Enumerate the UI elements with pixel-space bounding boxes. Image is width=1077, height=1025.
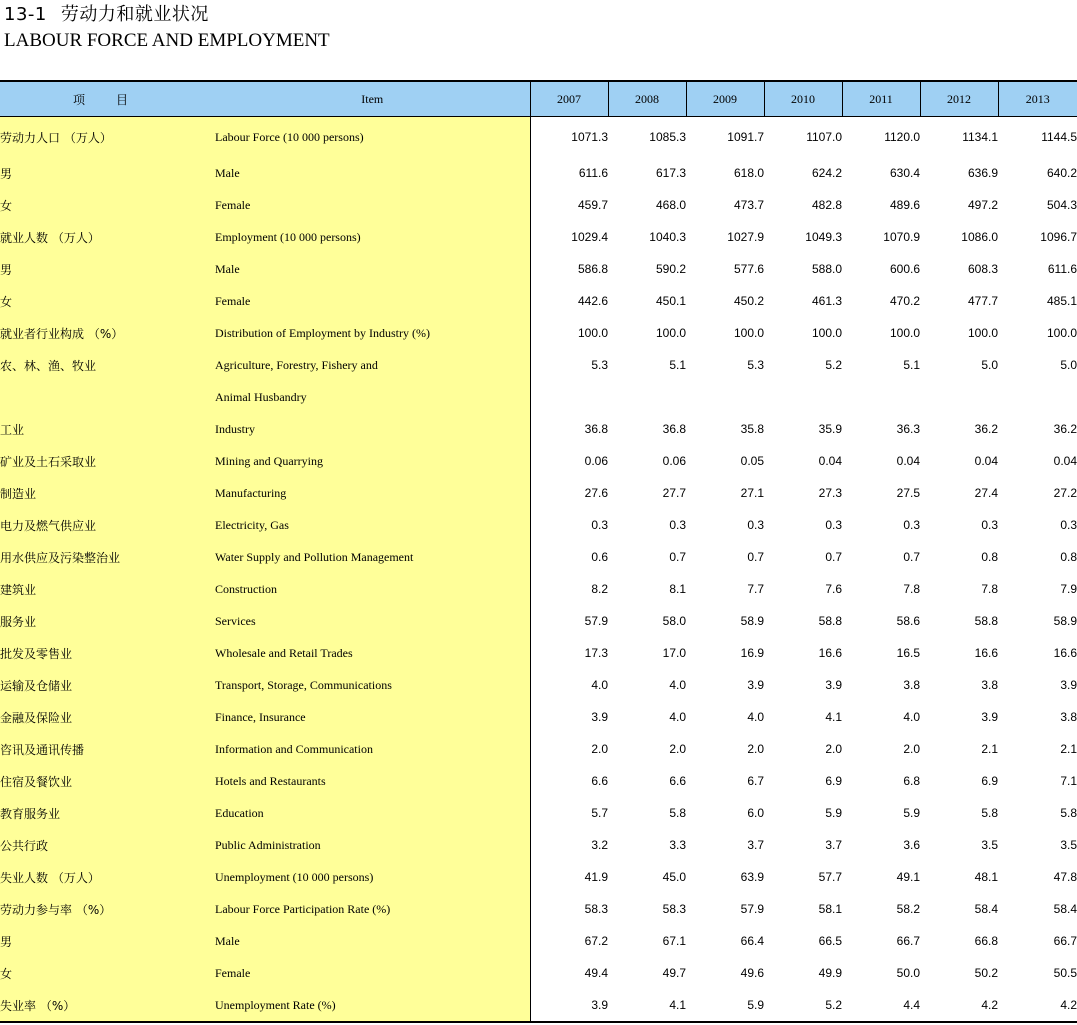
row-label-chinese: 用水供应及污染整治业: [0, 541, 215, 573]
value-cell-2011: 630.4: [889, 166, 920, 180]
row-label-english: Hotels and Restaurants: [215, 765, 530, 797]
value-cell-2008: 1085.3: [649, 130, 686, 144]
table-row: [0, 349, 1077, 381]
value-cell-2013: 47.8: [1053, 870, 1077, 884]
row-label-chinese: 男: [0, 925, 215, 957]
value-cell-2012: 36.2: [974, 422, 998, 436]
table-row: [0, 925, 1077, 957]
value-cell-2007: 3.9: [591, 998, 608, 1012]
row-label-english: Water Supply and Pollution Management: [215, 541, 530, 573]
row-label-english: Electricity, Gas: [215, 509, 530, 541]
value-cell-2008: 5.1: [669, 358, 686, 372]
value-cell-2009: 35.8: [740, 422, 764, 436]
value-cell-2008: 2.0: [669, 742, 686, 756]
value-cell-2012: [920, 381, 998, 413]
value-cell-2013: 50.5: [1053, 966, 1077, 980]
row-label-english: Finance, Insurance: [215, 701, 530, 733]
value-cell-2010: 66.5: [818, 934, 842, 948]
value-cell-2007: 36.8: [584, 422, 608, 436]
value-cell-2011: 50.0: [896, 966, 920, 980]
value-cell-2011: 470.2: [889, 294, 920, 308]
table-row: [0, 541, 1077, 573]
value-cell-2007: 1071.3: [571, 130, 608, 144]
chinese-title: 劳动力和就业状况: [60, 4, 209, 25]
row-label-english: Female: [215, 285, 530, 317]
row-label-english: Male: [215, 253, 530, 285]
value-cell-2013: 36.2: [1053, 422, 1077, 436]
value-cell-2009: 3.7: [747, 838, 764, 852]
labour-force-table: [0, 82, 1077, 1021]
value-cell-2011: 0.7: [903, 550, 920, 564]
value-cell-2009: 450.2: [733, 294, 764, 308]
header-year-2008: 2008: [608, 82, 686, 117]
value-cell-2009: 63.9: [740, 870, 764, 884]
value-cell-2012: 100.0: [967, 326, 998, 340]
value-cell-2012: 0.3: [981, 518, 998, 532]
row-label-chinese: 建筑业: [0, 573, 215, 605]
value-cell-2011: 16.5: [896, 646, 920, 660]
value-cell-2009: 57.9: [740, 902, 764, 916]
row-label-english: Wholesale and Retail Trades: [215, 637, 530, 669]
value-cell-2011: 36.3: [896, 422, 920, 436]
header-year-2012: 2012: [920, 82, 998, 117]
row-label-english: Labour Force Participation Rate (%): [215, 893, 530, 925]
value-cell-2013: 504.3: [1046, 198, 1077, 212]
value-cell-2011: 58.6: [896, 614, 920, 628]
value-cell-2010: [764, 381, 842, 413]
row-label-english: Male: [215, 157, 530, 189]
value-cell-2008: 4.0: [669, 710, 686, 724]
value-cell-2010: 482.8: [811, 198, 842, 212]
row-label-english: Unemployment Rate (%): [215, 989, 530, 1021]
table-row: [0, 605, 1077, 637]
value-cell-2007: 0.06: [584, 454, 608, 468]
value-cell-2011: 66.7: [896, 934, 920, 948]
value-cell-2009: 16.9: [740, 646, 764, 660]
row-label-english: Industry: [215, 413, 530, 445]
value-cell-2011: 100.0: [889, 326, 920, 340]
value-cell-2013: 58.9: [1053, 614, 1077, 628]
value-cell-2010: 6.9: [825, 774, 842, 788]
value-cell-2008: 4.1: [669, 998, 686, 1012]
value-cell-2013: 4.2: [1060, 998, 1077, 1012]
value-cell-2008: 17.0: [662, 646, 686, 660]
table-row: [0, 285, 1077, 317]
value-cell-2009: 0.05: [740, 454, 764, 468]
value-cell-2008: 4.0: [669, 678, 686, 692]
value-cell-2007: 3.2: [591, 838, 608, 852]
row-label-chinese: 批发及零售业: [0, 637, 215, 669]
value-cell-2008: 45.0: [662, 870, 686, 884]
value-cell-2007: 0.6: [591, 550, 608, 564]
value-cell-2009: 2.0: [747, 742, 764, 756]
value-cell-2010: 57.7: [818, 870, 842, 884]
row-label-chinese: 失业率 （%）: [0, 989, 215, 1021]
table-row: [0, 117, 1077, 158]
value-cell-2010: 1049.3: [805, 230, 842, 244]
value-cell-2013: 485.1: [1046, 294, 1077, 308]
value-cell-2010: 27.3: [818, 486, 842, 500]
value-cell-2012: 477.7: [967, 294, 998, 308]
value-cell-2013: 7.1: [1060, 774, 1077, 788]
table-row: [0, 509, 1077, 541]
value-cell-2011: 27.5: [896, 486, 920, 500]
table-row: [0, 317, 1077, 349]
value-cell-2009: 618.0: [733, 166, 764, 180]
value-cell-2010: 624.2: [811, 166, 842, 180]
value-cell-2013: 3.5: [1060, 838, 1077, 852]
value-cell-2011: 4.0: [903, 710, 920, 724]
value-cell-2012: 0.04: [974, 454, 998, 468]
value-cell-2007: 5.3: [591, 358, 608, 372]
value-cell-2011: 600.6: [889, 262, 920, 276]
value-cell-2008: 590.2: [655, 262, 686, 276]
value-cell-2009: 1091.7: [727, 130, 764, 144]
value-cell-2011: 49.1: [896, 870, 920, 884]
table-row: [0, 765, 1077, 797]
value-cell-2007: 17.3: [584, 646, 608, 660]
row-label-english: Animal Husbandry: [215, 381, 530, 413]
table-row: [0, 221, 1077, 253]
value-cell-2010: 1107.0: [806, 130, 842, 144]
value-cell-2012: 7.8: [981, 582, 998, 596]
value-cell-2007: 57.9: [584, 614, 608, 628]
row-label-chinese: 教育服务业: [0, 797, 215, 829]
table-row: [0, 253, 1077, 285]
row-label-chinese: 矿业及土石采取业: [0, 445, 215, 477]
row-label-english: Agriculture, Forestry, Fishery and: [215, 349, 530, 381]
value-cell-2012: 6.9: [981, 774, 998, 788]
value-cell-2013: 2.1: [1060, 742, 1077, 756]
row-label-english: Services: [215, 605, 530, 637]
value-cell-2008: 5.8: [669, 806, 686, 820]
value-cell-2012: 5.0: [981, 358, 998, 372]
value-cell-2009: 1027.9: [727, 230, 764, 244]
value-cell-2009: 58.9: [740, 614, 764, 628]
value-cell-2012: 5.8: [981, 806, 998, 820]
header-row: [0, 82, 1077, 117]
value-cell-2009: 27.1: [740, 486, 764, 500]
row-label-chinese: 咨讯及通讯传播: [0, 733, 215, 765]
value-cell-2011: 0.3: [903, 518, 920, 532]
row-label-english: Unemployment (10 000 persons): [215, 861, 530, 893]
table-row: [0, 573, 1077, 605]
row-label-english: Male: [215, 925, 530, 957]
value-cell-2013: 0.8: [1060, 550, 1077, 564]
value-cell-2010: 58.1: [818, 902, 842, 916]
value-cell-2012: 2.1: [981, 742, 998, 756]
header-year-2010: 2010: [764, 82, 842, 117]
value-cell-2009: 5.9: [747, 998, 764, 1012]
row-label-english: Female: [215, 957, 530, 989]
value-cell-2012: 50.2: [974, 966, 998, 980]
value-cell-2012: 58.4: [974, 902, 998, 916]
value-cell-2012: 636.9: [967, 166, 998, 180]
value-cell-2012: 4.2: [981, 998, 998, 1012]
table-row: [0, 893, 1077, 925]
table-row: [0, 445, 1077, 477]
row-label-english: Information and Communication: [215, 733, 530, 765]
header-year-2009: 2009: [686, 82, 764, 117]
value-cell-2011: 3.6: [903, 838, 920, 852]
value-cell-2010: 3.9: [825, 678, 842, 692]
table-row: [0, 477, 1077, 509]
table-number-and-chinese-title: [4, 4, 209, 26]
header-year-2013: 2013: [998, 82, 1077, 117]
value-cell-2011: 7.8: [903, 582, 920, 596]
value-cell-2007: 49.4: [584, 966, 608, 980]
table-row: [0, 957, 1077, 989]
row-label-english: Transport, Storage, Communications: [215, 669, 530, 701]
value-cell-2008: 49.7: [662, 966, 686, 980]
value-cell-2012: 608.3: [967, 262, 998, 276]
value-cell-2009: 49.6: [740, 966, 764, 980]
value-cell-2011: 1120.0: [884, 130, 920, 144]
value-cell-2011: 6.8: [903, 774, 920, 788]
value-cell-2013: [998, 381, 1077, 413]
value-cell-2013: 66.7: [1053, 934, 1077, 948]
value-cell-2010: 7.6: [825, 582, 842, 596]
value-cell-2010: 5.2: [825, 358, 842, 372]
value-cell-2009: 66.4: [740, 934, 764, 948]
table-row: [0, 413, 1077, 445]
value-cell-2009: 0.3: [747, 518, 764, 532]
value-cell-2013: 611.6: [1047, 262, 1077, 276]
row-label-english: Labour Force (10 000 persons): [215, 117, 530, 158]
value-cell-2010: 100.0: [811, 326, 842, 340]
value-cell-2011: 489.6: [889, 198, 920, 212]
value-cell-2008: 100.0: [655, 326, 686, 340]
value-cell-2013: 16.6: [1053, 646, 1077, 660]
value-cell-2012: 3.5: [981, 838, 998, 852]
row-label-chinese: 女: [0, 285, 215, 317]
row-label-english: Manufacturing: [215, 477, 530, 509]
value-cell-2007: 3.9: [591, 710, 608, 724]
value-cell-2010: 461.3: [811, 294, 842, 308]
value-cell-2009: 0.7: [747, 550, 764, 564]
value-cell-2010: 58.8: [818, 614, 842, 628]
value-cell-2012: 16.6: [974, 646, 998, 660]
row-label-chinese: 农、林、渔、牧业: [0, 349, 215, 381]
value-cell-2009: 7.7: [747, 582, 764, 596]
table-row: [0, 797, 1077, 829]
header-year-2007: 2007: [530, 82, 608, 117]
table-row: [0, 701, 1077, 733]
value-cell-2013: 5.0: [1060, 358, 1077, 372]
value-cell-2012: 1086.0: [961, 230, 998, 244]
value-cell-2010: 0.7: [825, 550, 842, 564]
value-cell-2010: 35.9: [818, 422, 842, 436]
value-cell-2008: 617.3: [655, 166, 686, 180]
value-cell-2010: 16.6: [818, 646, 842, 660]
value-cell-2009: 100.0: [733, 326, 764, 340]
value-cell-2010: 4.1: [825, 710, 842, 724]
value-cell-2013: 1144.5: [1041, 130, 1077, 144]
value-cell-2007: 6.6: [591, 774, 608, 788]
value-cell-2007: 1029.4: [571, 230, 608, 244]
value-cell-2009: 3.9: [747, 678, 764, 692]
value-cell-2008: 450.1: [655, 294, 686, 308]
row-label-chinese: 失业人数 （万人）: [0, 861, 215, 893]
value-cell-2011: 2.0: [903, 742, 920, 756]
table-row: [0, 189, 1077, 221]
value-cell-2007: 8.2: [591, 582, 608, 596]
table-body: [0, 117, 1077, 1022]
value-cell-2007: 67.2: [584, 934, 608, 948]
value-cell-2008: 58.3: [662, 902, 686, 916]
value-cell-2013: 58.4: [1053, 902, 1077, 916]
value-cell-2008: 36.8: [662, 422, 686, 436]
table-row: [0, 669, 1077, 701]
value-cell-2010: 2.0: [825, 742, 842, 756]
value-cell-2008: 58.0: [662, 614, 686, 628]
value-cell-2012: 3.8: [981, 678, 998, 692]
value-cell-2013: 0.04: [1053, 454, 1077, 468]
row-label-chinese: 电力及燃气供应业: [0, 509, 215, 541]
value-cell-2011: 0.04: [896, 454, 920, 468]
value-cell-2010: 5.2: [825, 998, 842, 1012]
table-row: [0, 157, 1077, 189]
value-cell-2008: 0.06: [662, 454, 686, 468]
value-cell-2008: 67.1: [662, 934, 686, 948]
value-cell-2009: [686, 381, 764, 413]
header-english-item: Item: [215, 82, 530, 117]
value-cell-2008: [608, 381, 686, 413]
value-cell-2012: 1134.1: [962, 130, 998, 144]
value-cell-2011: 3.8: [903, 678, 920, 692]
value-cell-2012: 58.8: [974, 614, 998, 628]
value-cell-2009: 6.7: [747, 774, 764, 788]
row-label-chinese: 劳动力参与率 （%）: [0, 893, 215, 925]
value-cell-2011: 1070.9: [883, 230, 920, 244]
value-cell-2007: 4.0: [591, 678, 608, 692]
value-cell-2010: 3.7: [825, 838, 842, 852]
value-cell-2010: 0.3: [825, 518, 842, 532]
row-label-chinese: 公共行政: [0, 829, 215, 861]
row-label-english: Construction: [215, 573, 530, 605]
value-cell-2011: 5.9: [903, 806, 920, 820]
row-label-chinese: 就业者行业构成 （%）: [0, 317, 215, 349]
row-label-chinese: 制造业: [0, 477, 215, 509]
table-row: [0, 733, 1077, 765]
row-label-chinese: 女: [0, 189, 215, 221]
value-cell-2012: 48.1: [974, 870, 998, 884]
table-row: [0, 381, 1077, 413]
value-cell-2011: 58.2: [896, 902, 920, 916]
value-cell-2007: 0.3: [591, 518, 608, 532]
value-cell-2009: 577.6: [733, 262, 764, 276]
value-cell-2010: 0.04: [818, 454, 842, 468]
value-cell-2013: 640.2: [1046, 166, 1077, 180]
value-cell-2011: 4.4: [903, 998, 920, 1012]
value-cell-2012: 0.8: [981, 550, 998, 564]
row-label-chinese: 女: [0, 957, 215, 989]
row-label-chinese: 金融及保险业: [0, 701, 215, 733]
table-row: [0, 829, 1077, 861]
table-row: [0, 637, 1077, 669]
value-cell-2009: 6.0: [747, 806, 764, 820]
value-cell-2008: 0.7: [669, 550, 686, 564]
value-cell-2008: 1040.3: [649, 230, 686, 244]
bottom-rule: [0, 1021, 1077, 1023]
row-label-english: Female: [215, 189, 530, 221]
value-cell-2007: 58.3: [584, 902, 608, 916]
row-label-chinese: 劳动力人口 （万人）: [0, 117, 215, 158]
row-label-chinese: 工业: [0, 413, 215, 445]
row-label-english: Public Administration: [215, 829, 530, 861]
value-cell-2013: 3.8: [1060, 710, 1077, 724]
value-cell-2007: [530, 381, 608, 413]
value-cell-2012: 27.4: [974, 486, 998, 500]
row-label-english: Education: [215, 797, 530, 829]
value-cell-2012: 3.9: [981, 710, 998, 724]
value-cell-2007: 100.0: [577, 326, 608, 340]
row-label-english: Distribution of Employment by Industry (%): [215, 317, 530, 349]
value-cell-2007: 586.8: [577, 262, 608, 276]
value-cell-2008: 27.7: [662, 486, 686, 500]
row-label-chinese: 男: [0, 253, 215, 285]
value-cell-2013: 3.9: [1060, 678, 1077, 692]
value-cell-2011: 5.1: [903, 358, 920, 372]
table-number: 13-1: [4, 4, 47, 25]
value-cell-2007: 611.6: [578, 166, 608, 180]
row-label-chinese: 服务业: [0, 605, 215, 637]
table-row: [0, 989, 1077, 1021]
value-cell-2007: 41.9: [584, 870, 608, 884]
value-cell-2008: 0.3: [669, 518, 686, 532]
row-label-english: Employment (10 000 persons): [215, 221, 530, 253]
value-cell-2011: [842, 381, 920, 413]
value-cell-2009: 4.0: [747, 710, 764, 724]
value-cell-2013: 27.2: [1053, 486, 1077, 500]
row-label-chinese: 运输及仓储业: [0, 669, 215, 701]
value-cell-2012: 66.8: [974, 934, 998, 948]
value-cell-2007: 27.6: [584, 486, 608, 500]
value-cell-2009: 5.3: [747, 358, 764, 372]
row-label-chinese: [0, 381, 215, 413]
value-cell-2008: 3.3: [669, 838, 686, 852]
value-cell-2008: 8.1: [669, 582, 686, 596]
value-cell-2013: 0.3: [1060, 518, 1077, 532]
table-row: [0, 861, 1077, 893]
header-chinese-item: 项 目: [0, 82, 215, 117]
value-cell-2012: 497.2: [967, 198, 998, 212]
value-cell-2007: 5.7: [591, 806, 608, 820]
value-cell-2013: 100.0: [1046, 326, 1077, 340]
value-cell-2013: 5.8: [1060, 806, 1077, 820]
value-cell-2009: 473.7: [733, 198, 764, 212]
value-cell-2007: 442.6: [577, 294, 608, 308]
value-cell-2007: 2.0: [591, 742, 608, 756]
value-cell-2010: 5.9: [825, 806, 842, 820]
row-label-english: Mining and Quarrying: [215, 445, 530, 477]
english-title: LABOUR FORCE AND EMPLOYMENT: [4, 30, 330, 51]
value-cell-2010: 49.9: [818, 966, 842, 980]
header-year-2011: 2011: [842, 82, 920, 117]
value-cell-2013: 7.9: [1060, 582, 1077, 596]
value-cell-2007: 459.7: [577, 198, 608, 212]
value-cell-2013: 1096.7: [1040, 230, 1077, 244]
row-label-chinese: 就业人数 （万人）: [0, 221, 215, 253]
value-cell-2010: 588.0: [811, 262, 842, 276]
row-label-chinese: 男: [0, 157, 215, 189]
value-cell-2008: 6.6: [669, 774, 686, 788]
value-cell-2008: 468.0: [655, 198, 686, 212]
row-label-chinese: 住宿及餐饮业: [0, 765, 215, 797]
